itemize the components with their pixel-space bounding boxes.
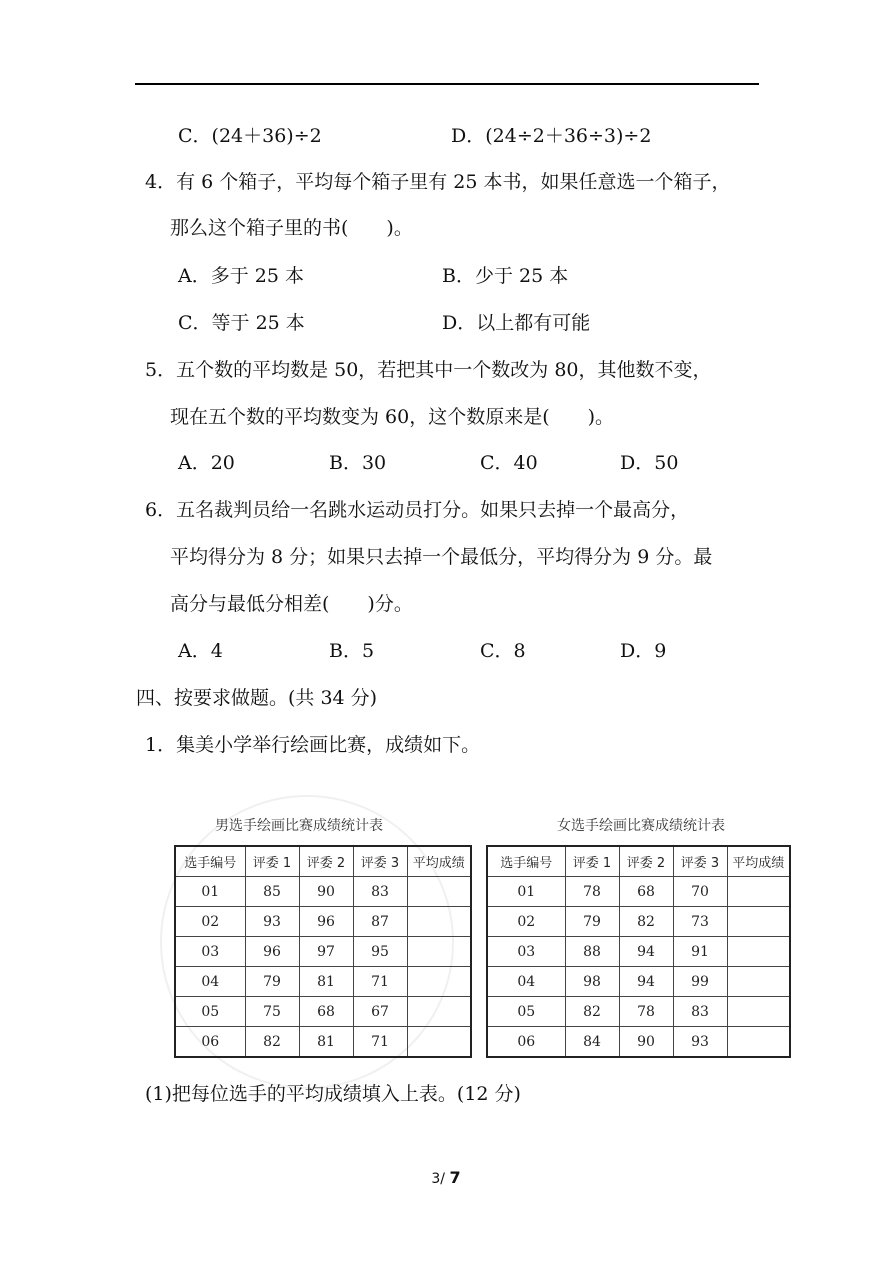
table-cell: 97 [299, 937, 353, 967]
table-cell: 93 [673, 1027, 727, 1058]
s4-q1-stem: 1．集美小学举行绘画比赛，成绩如下。 [145, 734, 481, 756]
table-row [487, 967, 790, 997]
table-cell: 85 [245, 877, 299, 907]
average-score-cell[interactable] [407, 1027, 471, 1058]
table-cell: 68 [299, 997, 353, 1027]
average-score-cell[interactable] [407, 997, 471, 1027]
table-cell: 04 [175, 967, 245, 997]
table-row [487, 937, 790, 967]
table-cell: 06 [175, 1027, 245, 1058]
table-cell: 70 [673, 877, 727, 907]
table-cell: 91 [673, 937, 727, 967]
q4-option-b: B．少于 25 本 [442, 265, 569, 287]
column-header: 评委 2 [299, 846, 353, 877]
table-cell: 90 [619, 1027, 673, 1058]
average-score-cell[interactable] [727, 967, 790, 997]
table-row [487, 997, 790, 1027]
q3-option-c: C．(24＋36)÷2 [178, 125, 322, 147]
table-cell: 05 [487, 997, 565, 1027]
average-score-cell[interactable] [407, 877, 471, 907]
table-cell: 71 [353, 1027, 407, 1058]
q6-option-b: B．5 [329, 640, 375, 662]
q6-stem-line2: 平均得分为 8 分；如果只去掉一个最低分，平均得分为 9 分。最 [170, 546, 713, 568]
q6-option-d: D．9 [620, 640, 667, 662]
girls-score-table [486, 845, 791, 1058]
column-header: 选手编号 [487, 846, 565, 877]
table-row [175, 877, 471, 907]
table-cell: 78 [619, 997, 673, 1027]
table-row [487, 907, 790, 937]
table-cell: 81 [299, 967, 353, 997]
average-score-cell[interactable] [727, 907, 790, 937]
table-cell: 98 [565, 967, 619, 997]
average-score-cell[interactable] [407, 937, 471, 967]
table-cell: 01 [175, 877, 245, 907]
table-cell: 03 [175, 937, 245, 967]
table-cell: 01 [487, 877, 565, 907]
table-cell: 02 [175, 907, 245, 937]
table-header-row [175, 846, 471, 877]
girls-table-caption: 女选手绘画比赛成绩统计表 [557, 818, 725, 834]
table-row [175, 967, 471, 997]
table-cell: 93 [245, 907, 299, 937]
table-cell: 87 [353, 907, 407, 937]
column-header: 平均成绩 [407, 846, 471, 877]
q3-option-d: D．(24÷2＋36÷3)÷2 [451, 125, 652, 147]
sub-question-1: (1)把每位选手的平均成绩填入上表。(12 分) [145, 1083, 521, 1105]
table-cell: 75 [245, 997, 299, 1027]
table-cell: 95 [353, 937, 407, 967]
table-row [487, 877, 790, 907]
average-score-cell[interactable] [407, 967, 471, 997]
page-total: 7 [449, 1168, 461, 1187]
table-cell: 94 [619, 937, 673, 967]
table-cell: 79 [245, 967, 299, 997]
q6-option-a: A．4 [178, 640, 223, 662]
column-header: 选手编号 [175, 846, 245, 877]
average-score-cell[interactable] [407, 907, 471, 937]
table-cell: 82 [245, 1027, 299, 1058]
q4-option-a: A．多于 25 本 [178, 265, 304, 287]
table-row [175, 937, 471, 967]
table-cell: 03 [487, 937, 565, 967]
page-number [0, 1168, 892, 1187]
table-cell: 88 [565, 937, 619, 967]
table-cell: 79 [565, 907, 619, 937]
q5-option-c: C．40 [480, 452, 538, 474]
q6-option-c: C．8 [480, 640, 526, 662]
average-score-cell[interactable] [727, 1027, 790, 1058]
average-score-cell[interactable] [727, 937, 790, 967]
table-cell: 71 [353, 967, 407, 997]
q4-stem-line2: 那么这个箱子里的书( )。 [170, 217, 413, 239]
table-cell: 82 [565, 997, 619, 1027]
column-header: 评委 1 [245, 846, 299, 877]
table-cell: 68 [619, 877, 673, 907]
table-cell: 99 [673, 967, 727, 997]
table-cell: 67 [353, 997, 407, 1027]
q4-stem-line1: 4．有 6 个箱子，平均每个箱子里有 25 本书，如果任意选一个箱子， [145, 171, 731, 193]
table-row [175, 907, 471, 937]
q6-stem-line1: 6．五名裁判员给一名跳水运动员打分。如果只去掉一个最高分， [145, 499, 690, 521]
q4-option-c: C．等于 25 本 [178, 312, 305, 334]
table-cell: 83 [673, 997, 727, 1027]
column-header: 评委 1 [565, 846, 619, 877]
table-cell: 83 [353, 877, 407, 907]
table-cell: 96 [299, 907, 353, 937]
q4-option-d: D．以上都有可能 [442, 312, 591, 334]
q5-option-d: D．50 [620, 452, 679, 474]
column-header: 评委 3 [353, 846, 407, 877]
page-current: 3/ [431, 1171, 446, 1187]
boys-table-caption: 男选手绘画比赛成绩统计表 [215, 818, 383, 834]
header-rule [135, 83, 759, 85]
section4-heading: 四、按要求做题。(共 34 分) [136, 687, 378, 709]
table-cell: 04 [487, 967, 565, 997]
table-cell: 73 [673, 907, 727, 937]
column-header: 平均成绩 [727, 846, 790, 877]
average-score-cell[interactable] [727, 997, 790, 1027]
table-row [175, 1027, 471, 1058]
table-cell: 84 [565, 1027, 619, 1058]
table-cell: 96 [245, 937, 299, 967]
table-cell: 78 [565, 877, 619, 907]
q5-option-b: B．30 [329, 452, 387, 474]
table-cell: 06 [487, 1027, 565, 1058]
table-cell: 81 [299, 1027, 353, 1058]
table-header-row [487, 846, 790, 877]
column-header: 评委 3 [673, 846, 727, 877]
boys-score-table [174, 845, 472, 1058]
q5-option-a: A．20 [178, 452, 235, 474]
table-cell: 90 [299, 877, 353, 907]
column-header: 评委 2 [619, 846, 673, 877]
table-row [175, 997, 471, 1027]
table-cell: 94 [619, 967, 673, 997]
q5-stem-line2: 现在五个数的平均数变为 60，这个数原来是( )。 [170, 406, 615, 428]
table-cell: 05 [175, 997, 245, 1027]
average-score-cell[interactable] [727, 877, 790, 907]
q6-stem-line3: 高分与最低分相差( )分。 [170, 593, 413, 615]
table-row [487, 1027, 790, 1058]
table-cell: 02 [487, 907, 565, 937]
table-cell: 82 [619, 907, 673, 937]
q5-stem-line1: 5．五个数的平均数是 50，若把其中一个数改为 80，其他数不变， [145, 359, 712, 381]
